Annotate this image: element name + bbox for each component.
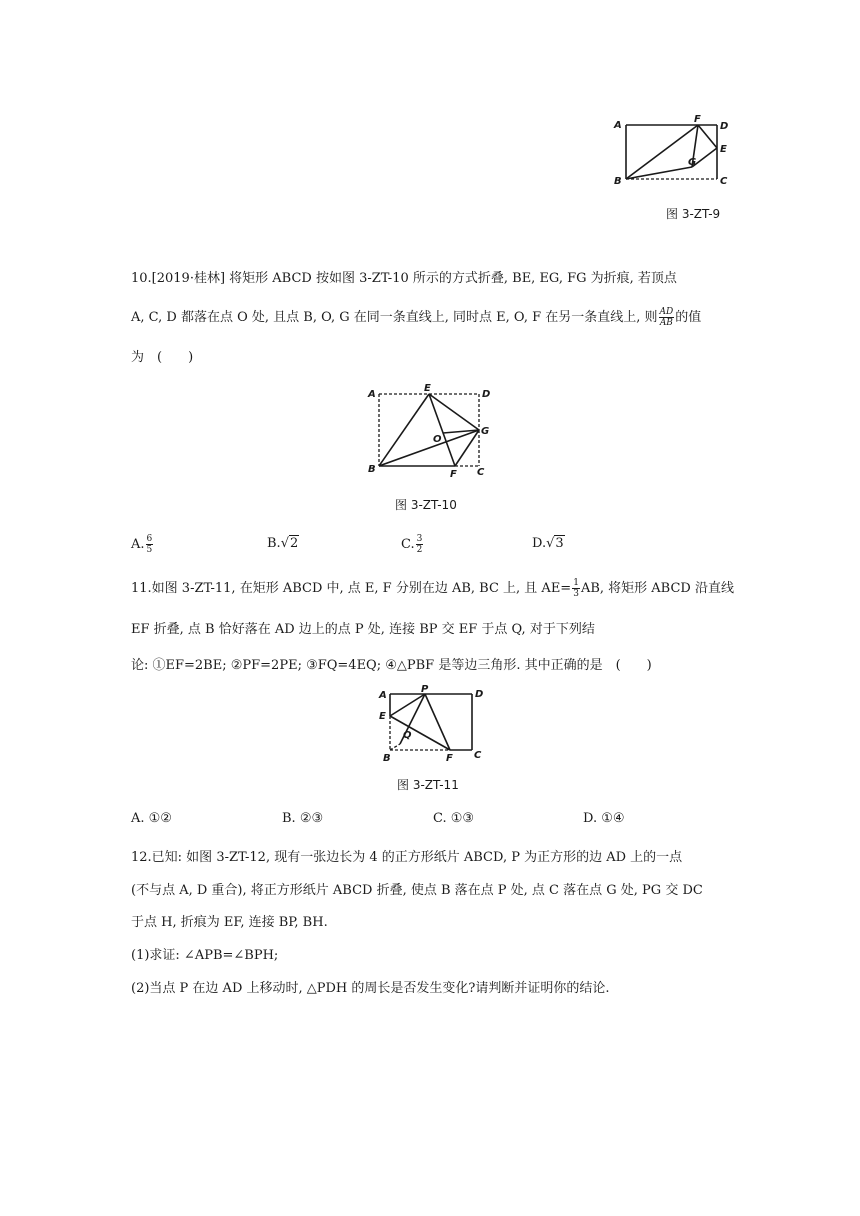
q10-option-d-label: D. [532,536,547,551]
fig10-label-d: D [482,389,491,400]
fig11-label-e: E [379,711,386,722]
fig11-label-c: C [474,750,482,761]
q11-fraction [572,578,580,599]
fig10-caption: 图 3-ZT-10 [395,498,457,512]
fig9-label-d: D [720,121,729,132]
fig9-caption: 图 3-ZT-9 [666,207,721,221]
q10-option-b-label: B. [267,536,281,551]
fig9-label-f: F [694,114,701,125]
fig9-label-c: C [720,176,728,187]
q10-option-a-num: 6 [146,534,153,544]
q11-frac-den: 3 [573,589,579,599]
q11-option-c: C. ①③ [433,811,475,826]
q10-option-b-sqrt: √2 [280,536,299,551]
q10-option-c-num: 3 [416,534,423,544]
q10-option-a-fraction [146,534,154,555]
q11-option-a: A. ①② [131,811,172,826]
q10-option-c-label: C. [401,537,415,552]
q12-line-1: 12.已知: 如图 3-ZT-12, 现有一张边长为 4 的正方形纸片 ABCD, P 为正方形的边 AD 上的一点 [131,850,683,865]
q10-option-c-den: 2 [416,545,423,555]
q10-option-a-label: A. [131,537,145,552]
fig11-label-a: A [379,690,387,701]
q11-line-1 [131,578,734,599]
q11-option-b: B. ②③ [282,811,324,826]
fig10-label-c: C [477,467,485,478]
q10-frac-den: AB [659,318,673,328]
fig9-label-a: A [614,120,622,131]
q10-line-2-text: A, C, D 都落在点 O 处, 且点 B, O, G 在同一条直线上, 同时点 E, O, F 在另一条直线上, 则 [131,310,658,325]
fig11-caption: 图 3-ZT-11 [397,778,459,792]
q10-option-b [267,536,299,551]
fig11-label-d: D [475,689,484,700]
q10-option-d [532,536,565,551]
q11-line-3: 论: ①EF=2BE; ②PF=2PE; ③FQ=4EQ; ④△PBF 是等边三角形. 其中正确的是 ( ) [131,658,652,673]
fig10-label-f: F [450,469,457,478]
fig10-label-o: O [433,434,442,445]
q10-option-d-radicand: 3 [555,536,564,551]
q10-option-b-radicand: 2 [289,536,299,551]
q10-line-2 [131,307,701,328]
fig10-label-a: A [368,389,376,400]
fig11-label-b: B [383,753,391,764]
q12-sub-2: (2)当点 P 在边 AD 上移动时, △PDH 的周长是否发生变化?请判断并证明你的结论. [131,981,610,996]
q10-line-2-end: 的值 [675,310,702,325]
figure-3-zt-11 [370,684,490,764]
fig11-label-p: P [421,684,429,695]
fig9-label-g: G [688,157,697,168]
figure-3-zt-10 [365,382,500,478]
fig10-label-b: B [368,464,376,475]
q10-line-1: 10.[2019·桂林] 将矩形 ABCD 按如图 3-ZT-10 所示的方式折叠, BE, EG, FG 为折痕, 若顶点 [131,271,677,286]
q10-option-a-den: 5 [146,545,153,555]
fig9-label-b: B [614,176,622,187]
q10-option-c [401,534,424,555]
q10-option-a [131,534,154,555]
fig10-label-e: E [424,383,431,394]
q12-line-3: 于点 H, 折痕为 EF, 连接 BP, BH. [131,915,328,930]
q10-fraction [659,307,675,328]
q12-sub-1: (1)求证: ∠APB=∠BPH; [131,948,279,963]
q11-line-2: EF 折叠, 点 B 恰好落在 AD 边上的点 P 处, 连接 BP 交 EF 于点 Q, 对于下列结 [131,622,595,637]
fig11-label-q: Q [403,730,412,741]
q11-option-d: D. ①④ [583,811,625,826]
q10-frac-num: AD [659,307,674,317]
q11-line-1-text: 11.如图 3-ZT-11, 在矩形 ABCD 中, 点 E, F 分别在边 AB, BC 上, 且 AE= [131,581,572,596]
q12-line-2: (不与点 A, D 重合), 将正方形纸片 ABCD 折叠, 使点 B 落在点 P 处, 点 C 落在点 G 处, PG 交 DC [131,883,703,898]
q11-frac-num: 1 [573,578,579,588]
fig11-label-f: F [446,753,453,764]
q11-line-1-end: AB, 将矩形 ABCD 沿直线 [580,581,734,596]
q10-line-3: 为 ( ) [131,350,194,365]
figure-3-zt-9 [606,112,736,188]
fig10-label-g: G [481,426,490,437]
fig9-label-e: E [720,144,727,155]
q10-option-c-fraction [416,534,424,555]
q10-option-d-sqrt: √3 [546,536,564,551]
